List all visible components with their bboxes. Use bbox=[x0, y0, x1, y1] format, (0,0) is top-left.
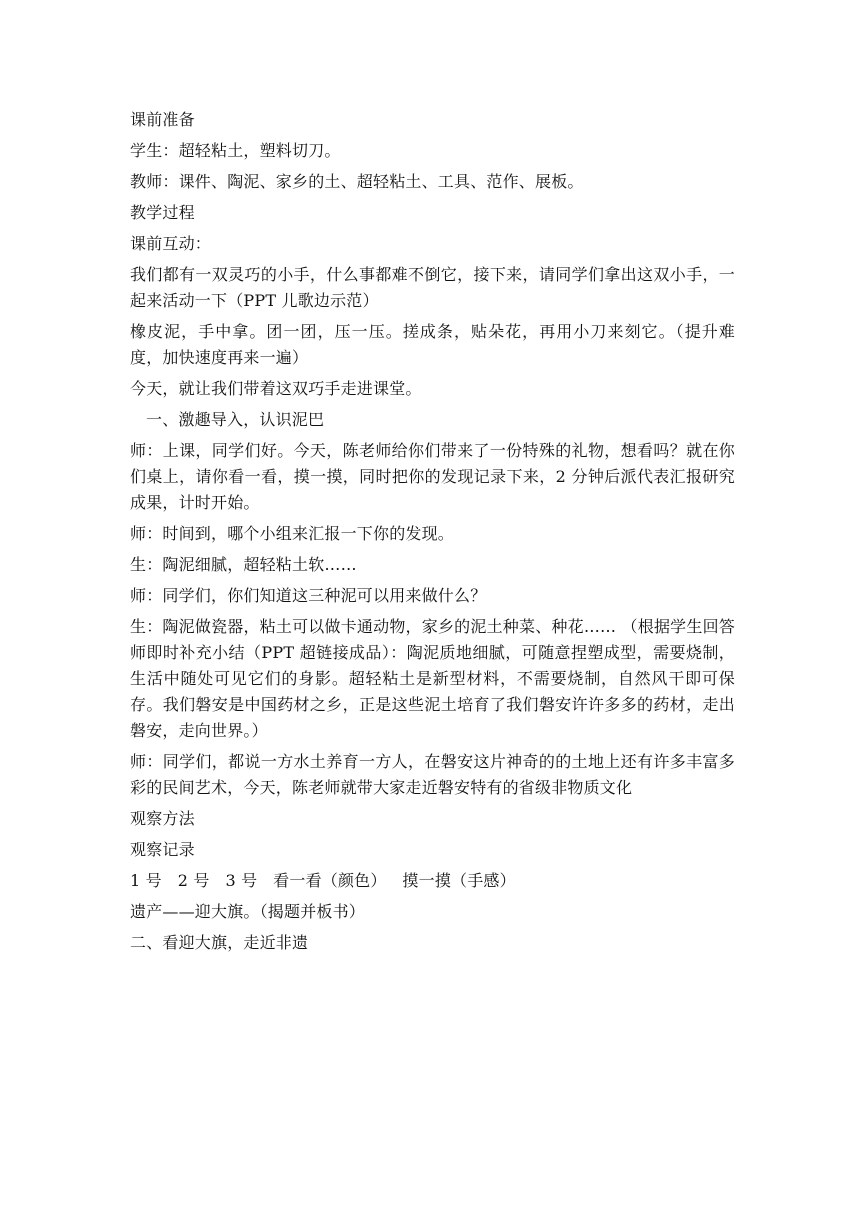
document-body bbox=[130, 107, 735, 961]
paragraph-teacher-materials: 教师：课件、陶泥、家乡的土、超轻粘土、工具、范作、展板。 bbox=[130, 172, 584, 191]
heading-section-two: 二、看迎大旗，走近非遗 bbox=[130, 933, 309, 952]
paragraph-student-materials: 学生：超轻粘土，塑料切刀。 bbox=[130, 141, 341, 160]
paragraph-student-uses: 生：陶泥做瓷器，粘土可以做卡通动物，家乡的泥土种菜、种花…… （根据学生回答师即时补充小结（PPT 超链接成品）：陶泥质地细腻，可随意捏塑成型，需要烧制，生活中随处可见它们的身影。超轻粘土是新型材料，不需要烧制，自然风干即可保存。我们磐安是中国药材之乡，正是这些泥土培育了我们磐安许许多多的药材，走出磐安，走向世界。） bbox=[130, 617, 735, 740]
observation-table-row: 1 号 2 号 3 号 看一看（颜色） 摸一摸（手感） bbox=[130, 871, 516, 890]
paragraph-teacher-gift: 师：上课，同学们好。今天，陈老师给你们带来了一份特殊的礼物，想看吗？就在你们桌上，请你看一看，摸一摸，同时把你的发现记录下来，2 分钟后派代表汇报研究成果，计时开始。 bbox=[130, 441, 735, 512]
paragraph-student-answer: 生：陶泥细腻，超轻粘土软…… bbox=[130, 555, 357, 574]
paragraph-heritage-title: 遗产——迎大旗。（揭题并板书） bbox=[130, 902, 366, 921]
heading-section-one: 一、激趣导入，认识泥巴 bbox=[146, 410, 325, 429]
heading-pre-class-prep: 课前准备 bbox=[130, 110, 195, 129]
label-observation-method: 观察方法 bbox=[130, 809, 195, 828]
label-observation-record: 观察记录 bbox=[130, 840, 195, 859]
paragraph-time-up: 师：时间到，哪个小组来汇报一下你的发现。 bbox=[130, 524, 455, 543]
heading-teaching-process: 教学过程 bbox=[130, 203, 195, 222]
paragraph-hands-activity: 我们都有一双灵巧的小手，什么事都难不倒它，接下来，请同学们拿出这双小手，一起来活动一下（PPT 儿歌边示范） bbox=[130, 265, 735, 310]
paragraph-teacher-question: 师：同学们，你们知道这三种泥可以用来做什么？ bbox=[130, 586, 487, 605]
paragraph-clay-rhyme: 橡皮泥，手中拿。团一团，压一压。搓成条，贴朵花，再用小刀来刻它。（提升难度，加快速度再来一遍） bbox=[130, 322, 735, 367]
heading-pre-class-interaction: 课前互动： bbox=[130, 234, 212, 253]
paragraph-enter-class: 今天，就让我们带着这双巧手走进课堂。 bbox=[130, 379, 422, 398]
paragraph-folk-art: 师：同学们，都说一方水土养育一方人，在磐安这片神奇的的土地上还有许多丰富多彩的民间艺术，今天，陈老师就带大家走近磐安特有的省级非物质文化 bbox=[130, 752, 735, 797]
